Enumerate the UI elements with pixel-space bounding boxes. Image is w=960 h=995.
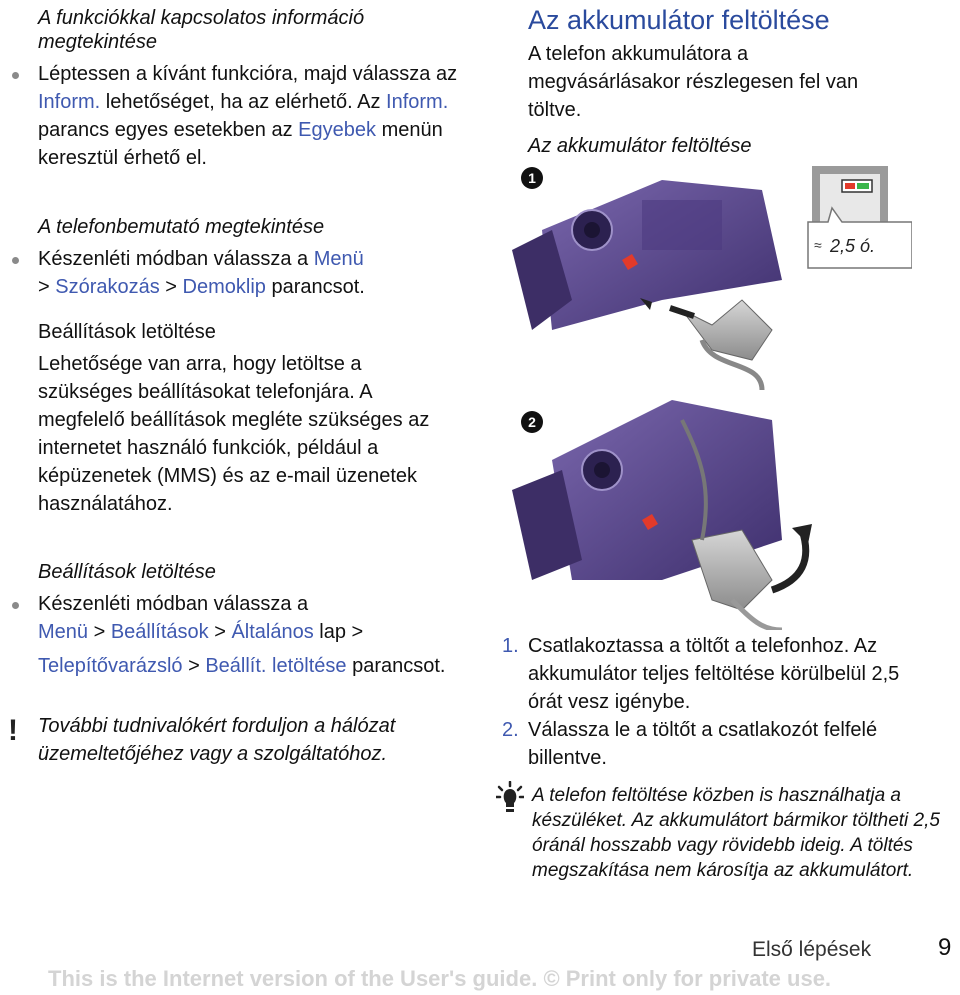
intro-paragraph: A telefon akkumulátora a megvásárlásakor részlegesen fel van töltve.: [528, 43, 859, 121]
text: lehetőséget, ha az elérhető. Az: [100, 91, 387, 113]
steps-list: [502, 632, 928, 772]
text: >: [38, 276, 56, 298]
menu-link-inform[interactable]: Inform.: [38, 91, 101, 113]
svg-text:2: 2: [528, 414, 536, 430]
text: >: [208, 621, 232, 643]
step-1-badge: [521, 167, 543, 189]
step-item: [502, 632, 928, 716]
step-item: [502, 716, 928, 772]
charging-illustration-svg: [512, 160, 912, 630]
charging-illustration: [512, 160, 912, 630]
step-number: 1.: [502, 635, 519, 657]
page-number: 9: [938, 934, 952, 961]
note-text: További tudnivalókért forduljon a hálózat üzemeltetőjéhez vagy a szolgáltatóhoz.: [38, 715, 396, 765]
page-title: Az akkumulátor feltöltése: [528, 5, 830, 35]
step-text: Csatlakoztassa a töltőt a telefonhoz. Az akkumulátor teljes feltöltése körülbelül 2,5 órát vesz igénybe.: [528, 635, 900, 713]
footer-section-name: Első lépések: [752, 938, 872, 961]
step-number: 2.: [502, 719, 519, 741]
menu-link-demoklip[interactable]: Demoklip: [182, 276, 266, 298]
text: >: [159, 276, 183, 298]
step-2-badge: [521, 411, 543, 433]
menu-link-altalanos[interactable]: Általános: [231, 621, 314, 643]
text: Készenléti módban válassza a: [38, 593, 309, 615]
menu-link-menu[interactable]: Menü: [313, 248, 364, 270]
section-title: A telefonbemutató megtekintése: [38, 216, 325, 238]
text: >: [182, 655, 206, 677]
menu-link-telepitovarazslo[interactable]: Telepítővarázsló: [38, 655, 183, 677]
menu-link-beallit-letoltese[interactable]: Beállít. letöltése: [205, 655, 347, 677]
menu-link-menu[interactable]: Menü: [38, 621, 89, 643]
text: lap >: [313, 621, 364, 643]
bullet-paragraph: [38, 60, 478, 172]
svg-text:1: 1: [528, 170, 536, 186]
charger-plug-1: [640, 298, 772, 390]
text: >: [88, 621, 111, 643]
section-title: A funkciókkal kapcsolatos információ megtekintése: [38, 7, 365, 53]
menu-link-egyebek[interactable]: Egyebek: [298, 119, 377, 141]
section-demo: [38, 215, 478, 301]
paragraph: Lehetősége van arra, hogy letöltse a szükséges beállításokat telefonjára. A megfelelő beállítások megléte szükséges az internetet használó funkciók, például a képüzenetek (MMS) és az e-mail üzenetek használatához.: [38, 353, 430, 515]
bullet-paragraph: [38, 590, 458, 680]
step-text: Válassza le a töltőt a csatlakozót felfelé billentve.: [528, 719, 878, 769]
svg-text:≈: ≈: [814, 237, 822, 253]
section-title: Beállítások letöltése: [38, 321, 216, 343]
menu-link-inform[interactable]: Inform.: [386, 91, 449, 113]
tip-block: [532, 783, 952, 883]
subsection-title: Az akkumulátor feltöltése: [528, 135, 752, 157]
tip-text: A telefon feltöltése közben is használhatja a készüléket. Az akkumulátort bármikor töltheti 2,5 óránál hosszabb vagy rövidebb ideig. A töltés megszakítása nem károsítja az akkumulátort.: [532, 785, 940, 881]
text: Készenléti módban válassza a: [38, 248, 314, 270]
text: parancsot.: [265, 276, 365, 298]
svg-text:2,5 ó.: 2,5 ó.: [830, 236, 876, 256]
section-function-info: [38, 6, 478, 172]
section-settings-steps: [38, 560, 458, 680]
section-title: Beállítások letöltése: [38, 561, 216, 583]
text: Léptessen a kívánt funkcióra, majd válassza az: [38, 63, 458, 85]
text: parancsot.: [346, 655, 446, 677]
bullet-paragraph: [38, 245, 458, 301]
text: parancs egyes esetekben az: [38, 119, 299, 141]
warning-icon: !: [8, 714, 18, 747]
menu-link-beallitasok[interactable]: Beállítások: [110, 621, 209, 643]
text: menün keresztül érhető el.: [38, 119, 443, 169]
menu-link-szorakozas[interactable]: Szórakozás: [55, 276, 160, 298]
note-block: [8, 712, 458, 768]
lightbulb-icon: [496, 781, 524, 815]
watermark: This is the Internet version of the User's guide. © Print only for private use.: [48, 966, 832, 991]
section-settings-download: [38, 320, 438, 518]
